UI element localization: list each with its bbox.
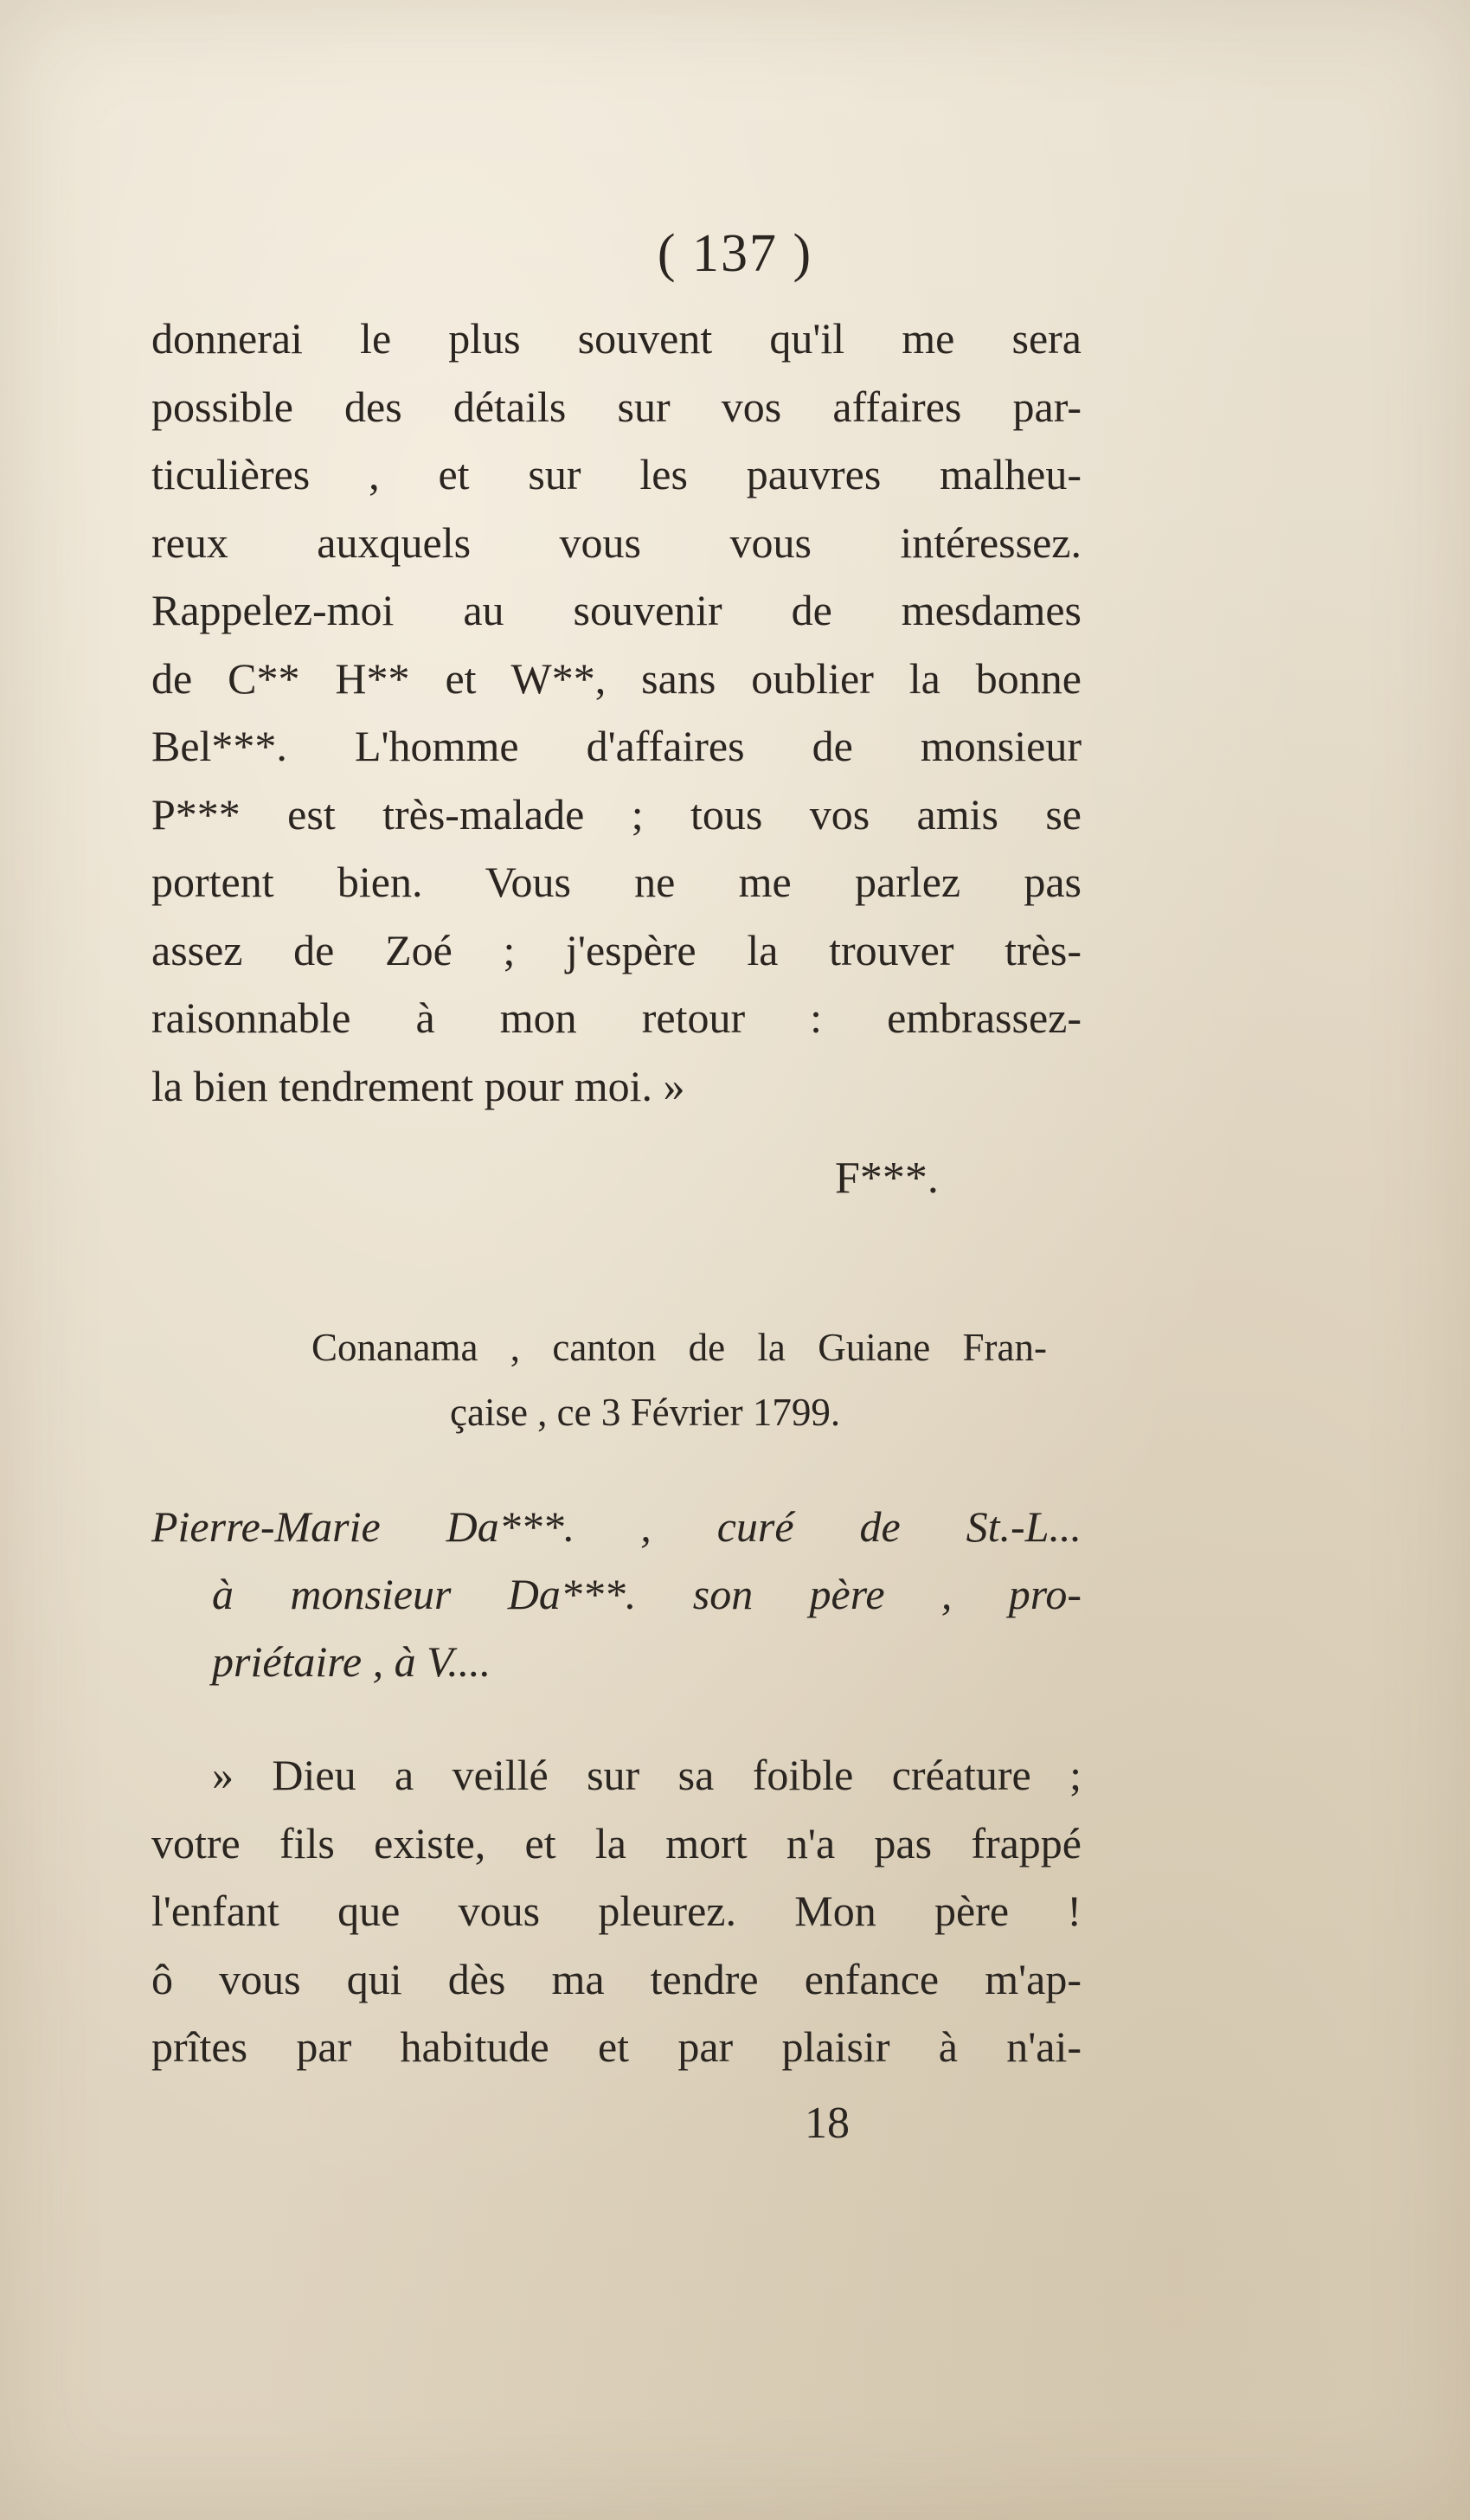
paragraph-2 — [151, 1741, 1082, 2081]
text-line: donnerai le plus souvent qu'il me sera — [151, 314, 1082, 363]
text-line: ticulières , et sur les pauvres malheu- — [151, 450, 1082, 498]
printer-signature-mark: 18 — [805, 2099, 850, 2148]
text-line: votre fils existe, et la mort n'a pas frappé — [151, 1818, 1082, 1868]
text-line: portent bien. Vous ne me parlez pas — [151, 858, 1082, 906]
heading-line: Pierre-Marie Da***. , curé de St.-L... — [151, 1502, 1082, 1551]
text-line: P*** est très-malade ; tous vos amis se — [151, 789, 1082, 839]
paragraph-1 — [151, 305, 1082, 1120]
text-line: prîtes par habitude et par plaisir à n'ai- — [151, 2022, 1082, 2071]
dateline-line: Conanama , canton de la Guiane Fran- — [311, 1326, 1047, 1369]
text-line: » Dieu a veillé sur sa foible créature ; — [212, 1751, 1082, 1799]
heading-line: priétaire , à V.... — [212, 1637, 491, 1686]
text-line: l'enfant que vous pleurez. Mon père ! — [151, 1887, 1082, 1935]
text-line: reux auxquels vous vous intéressez. — [151, 518, 1082, 567]
text-line: Bel***. L'homme d'affaires de monsieur — [151, 722, 1082, 770]
text-line: Rappelez-moi au souvenir de mesdames — [151, 586, 1082, 634]
dateline — [311, 1315, 1047, 1445]
text-line: raisonnable à mon retour : embrassez- — [151, 993, 1082, 1042]
letter-signature: F***. — [835, 1154, 939, 1203]
letter-heading — [151, 1493, 1082, 1695]
text-line: assez de Zoé ; j'espère la trouver très- — [151, 925, 1082, 974]
dateline-line: çaise , ce 3 Février 1799. — [450, 1391, 841, 1434]
text-line: la bien tendrement pour moi. » — [151, 1061, 685, 1110]
heading-line: à monsieur Da***. son père , pro- — [212, 1570, 1082, 1618]
text-line: possible des détails sur vos affaires par- — [151, 382, 1082, 431]
page-number: ( 137 ) — [657, 224, 813, 283]
text-line: de C** H** et W**, sans oublier la bonne — [151, 653, 1082, 703]
text-line: ô vous qui dès ma tendre enfance m'ap- — [151, 1954, 1082, 2003]
